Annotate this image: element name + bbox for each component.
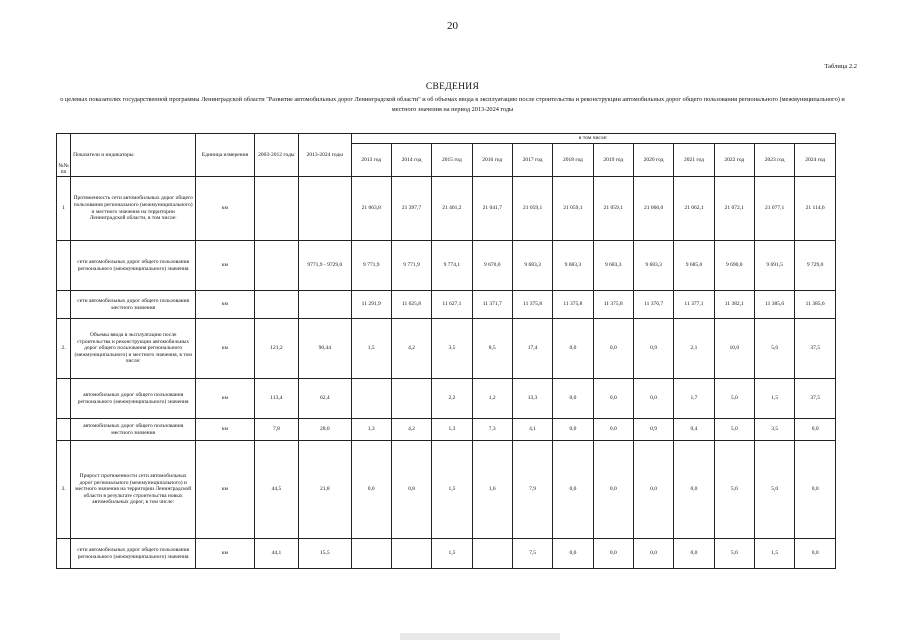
year-value-cell: 11 371,7 (472, 291, 512, 319)
row-number (57, 419, 71, 441)
unit-cell: км (196, 419, 255, 441)
unit-cell: км (196, 177, 255, 241)
indicator-cell: сети автомобильных дорог общего пользования местного значения (71, 291, 196, 319)
value-2003-2012: 44,1 (254, 539, 298, 569)
year-value-cell: 11 376,7 (633, 291, 673, 319)
year-value-cell: 0,0 (633, 539, 673, 569)
year-value-cell: 1,5 (351, 319, 391, 379)
indicator-cell: Прирост протяженности сети автомобильных дорог регионального (межмуниципального) и местного значения на территории Ленинградской области в результате строительства новых автомобильных дорог, в том числе: (71, 441, 196, 539)
year-value-cell: 1,5 (754, 379, 794, 419)
year-value-cell: 11 385,6 (754, 291, 794, 319)
year-value-cell: 0,0 (633, 379, 673, 419)
year-value-cell: 2,1 (674, 319, 714, 379)
year-value-cell: 0,0 (351, 441, 391, 539)
header-indicator: Показатели и индикаторы (71, 134, 196, 177)
year-value-cell: 1,2 (472, 379, 512, 419)
table-row (57, 291, 836, 319)
header-year: 2018 год (553, 144, 593, 177)
year-value-cell: 0,0 (593, 419, 633, 441)
year-value-cell: 9 771,9 (351, 241, 391, 291)
year-value-cell: 4,1 (512, 419, 552, 441)
header-year: 2024 год (795, 144, 836, 177)
value-2013-2024 (299, 291, 351, 319)
indicator-cell: сети автомобильных дорог общего пользования регионального (межмуниципального) значения (71, 241, 196, 291)
year-value-cell: 5,0 (714, 441, 754, 539)
year-value-cell: 0,0 (553, 539, 593, 569)
year-value-cell: 9 683,3 (512, 241, 552, 291)
table-reference: Таблица 2.2 (824, 63, 857, 70)
year-value-cell: 0,0 (593, 539, 633, 569)
page-number: 20 (447, 20, 458, 32)
table-row (57, 177, 836, 241)
header-year: 2022 год (714, 144, 754, 177)
year-value-cell: 11 625,8 (391, 291, 431, 319)
year-value-cell: 0,9 (633, 419, 673, 441)
value-2003-2012: 121,2 (254, 319, 298, 379)
value-2003-2012 (254, 177, 298, 241)
table-row (57, 241, 836, 291)
year-value-cell: 8,5 (472, 319, 512, 379)
year-value-cell: 21 059,1 (512, 177, 552, 241)
year-value-cell: 1,5 (754, 539, 794, 569)
value-2013-2024: 62,4 (299, 379, 351, 419)
year-value-cell: 0,0 (795, 419, 836, 441)
year-value-cell: 10,0 (714, 319, 754, 379)
table-row (57, 379, 836, 419)
header-year: 2013 год (351, 144, 391, 177)
year-value-cell: 1,5 (432, 441, 472, 539)
year-value-cell: 0,0 (674, 441, 714, 539)
year-value-cell: 9 670,0 (472, 241, 512, 291)
year-value-cell: 0,0 (795, 441, 836, 539)
year-value-cell: 9 683,3 (633, 241, 673, 291)
year-value-cell: 0,0 (674, 539, 714, 569)
year-value-cell: 4,2 (391, 319, 431, 379)
header-unit: Единица измерения (196, 134, 255, 177)
year-value-cell: 2,2 (432, 379, 472, 419)
row-number: 2. (57, 319, 71, 379)
year-value-cell: 3,5 (432, 319, 472, 379)
year-value-cell: 5,0 (714, 419, 754, 441)
indicator-cell: автомобильных дорог общего пользования местного значения (71, 419, 196, 441)
header-year: 2019 год (593, 144, 633, 177)
year-value-cell: 1,3 (432, 419, 472, 441)
year-value-cell: 1,3 (351, 419, 391, 441)
year-value-cell: 5,0 (754, 319, 794, 379)
header-year: 2014 год (391, 144, 431, 177)
value-2003-2012 (254, 241, 298, 291)
year-value-cell: 37,5 (795, 379, 836, 419)
year-value-cell: 11 291,9 (351, 291, 391, 319)
year-value-cell (351, 539, 391, 569)
year-value-cell: 11 375,8 (553, 291, 593, 319)
header-year: 2017 год (512, 144, 552, 177)
year-value-cell: 11 375,8 (512, 291, 552, 319)
year-value-cell: 0,0 (553, 419, 593, 441)
year-value-cell (391, 539, 431, 569)
year-value-cell: 9 683,3 (553, 241, 593, 291)
year-value-cell: 13,3 (512, 379, 552, 419)
header-period-2013-2024: 2013-2024 годы (299, 134, 351, 177)
value-2013-2024: 28,0 (299, 419, 351, 441)
year-value-cell: 0,0 (593, 319, 633, 379)
table-row (57, 319, 836, 379)
year-value-cell: 17,4 (512, 319, 552, 379)
year-value-cell: 21 060,0 (633, 177, 673, 241)
year-value-cell: 0,8 (391, 441, 431, 539)
year-value-cell: 7,9 (512, 441, 552, 539)
year-value-cell: 5,0 (714, 379, 754, 419)
year-value-cell: 21 063,8 (351, 177, 391, 241)
table-row (57, 539, 836, 569)
header-including: в том числе: (351, 134, 835, 144)
year-value-cell: 1,5 (432, 539, 472, 569)
year-value-cell: 0,0 (553, 441, 593, 539)
value-2003-2012: 7,8 (254, 419, 298, 441)
year-value-cell: 1,6 (472, 441, 512, 539)
year-value-cell: 21 059,1 (593, 177, 633, 241)
year-value-cell: 37,5 (795, 319, 836, 379)
year-value-cell: 21 059,1 (553, 177, 593, 241)
year-value-cell: 9 685,0 (674, 241, 714, 291)
year-value-cell: 21 041,7 (472, 177, 512, 241)
unit-cell: км (196, 241, 255, 291)
year-value-cell: 7,3 (472, 419, 512, 441)
document-heading: СВЕДЕНИЯ (425, 82, 480, 92)
year-value-cell: 0,0 (553, 319, 593, 379)
value-2013-2024: 21,8 (299, 441, 351, 539)
row-number (57, 291, 71, 319)
row-number (57, 539, 71, 569)
value-2013-2024 (299, 177, 351, 241)
value-2013-2024: 15,5 (299, 539, 351, 569)
unit-cell: км (196, 291, 255, 319)
year-value-cell: 9 771,9 (391, 241, 431, 291)
row-number (57, 241, 71, 291)
indicators-table (56, 133, 836, 569)
unit-cell: км (196, 379, 255, 419)
indicator-cell: сети автомобильных дорог общего пользования регионального (межмуниципального) значения (71, 539, 196, 569)
year-value-cell (472, 539, 512, 569)
table-row (57, 419, 836, 441)
year-value-cell: 21 114,6 (795, 177, 836, 241)
year-value-cell: 11 627,1 (432, 291, 472, 319)
year-value-cell: 4,2 (391, 419, 431, 441)
header-period-2003-2012: 2003-2012 годы (254, 134, 298, 177)
header-year: 2021 год (674, 144, 714, 177)
value-2013-2024: 9771,9 - 9729,0 (299, 241, 351, 291)
year-value-cell: 11 385,6 (795, 291, 836, 319)
year-value-cell: 0,0 (553, 379, 593, 419)
value-2003-2012 (254, 291, 298, 319)
year-value-cell: 0,0 (593, 379, 633, 419)
row-number: 3. (57, 441, 71, 539)
header-year: 2015 год (432, 144, 472, 177)
year-value-cell: 11 377,1 (674, 291, 714, 319)
year-value-cell: 0,4 (674, 419, 714, 441)
scan-edge-shadow (400, 633, 560, 640)
unit-cell: км (196, 319, 255, 379)
year-value-cell (351, 379, 391, 419)
year-value-cell: 9 690,0 (714, 241, 754, 291)
year-value-cell: 21 397,7 (391, 177, 431, 241)
header-year: 2020 год (633, 144, 673, 177)
indicator-cell: Объемы ввода в эксплуатацию после строительства и реконструкции автомобильных дорог общего пользования регионального (межмуниципального) и местного значения, в том числе: (71, 319, 196, 379)
year-value-cell: 1,7 (674, 379, 714, 419)
row-number (57, 379, 71, 419)
year-value-cell (391, 379, 431, 419)
year-value-cell: 21 062,1 (674, 177, 714, 241)
unit-cell: км (196, 539, 255, 569)
year-value-cell: 9 691,5 (754, 241, 794, 291)
year-value-cell: 9 683,3 (593, 241, 633, 291)
year-value-cell: 21 072,1 (714, 177, 754, 241)
year-value-cell: 7,5 (512, 539, 552, 569)
header-year: 2016 год (472, 144, 512, 177)
table-row (57, 441, 836, 539)
header-row-number: №№ пп (57, 134, 71, 177)
value-2003-2012: 113,4 (254, 379, 298, 419)
year-value-cell: 21 077,1 (754, 177, 794, 241)
year-value-cell: 11 382,1 (714, 291, 754, 319)
year-value-cell: 3,5 (754, 419, 794, 441)
year-value-cell: 5,0 (714, 539, 754, 569)
year-value-cell: 0,0 (593, 441, 633, 539)
year-value-cell: 0,0 (633, 441, 673, 539)
header-year: 2023 год (754, 144, 794, 177)
year-value-cell: 21 401,2 (432, 177, 472, 241)
year-value-cell: 11 375,8 (593, 291, 633, 319)
table-body (57, 134, 836, 569)
year-value-cell: 0,0 (795, 539, 836, 569)
year-value-cell: 9 729,0 (795, 241, 836, 291)
value-2013-2024: 90,44 (299, 319, 351, 379)
year-value-cell: 0,9 (633, 319, 673, 379)
document-subheading: о целевых показателях государственной программы Ленинградской области "Развитие автомобильных дорог Ленинградской области" и об объемах ввода в эксплуатацию после строительства и реконструкции автомобильных дорог общего пользования регионального (межмуниципального) и местного значения на период 2013-2024 годы (60, 96, 845, 113)
indicator-cell: Протяженность сети автомобильных дорог общего пользования регионального (межмуниципального) и местного значения на территории Ленинградской области, в том числе: (71, 177, 196, 241)
indicator-cell: автомобильных дорог общего пользования регионального (межмуниципального) значения (71, 379, 196, 419)
unit-cell: км (196, 441, 255, 539)
year-value-cell: 9 774,1 (432, 241, 472, 291)
row-number: 1 (57, 177, 71, 241)
year-value-cell: 5,0 (754, 441, 794, 539)
value-2003-2012: 44,5 (254, 441, 298, 539)
